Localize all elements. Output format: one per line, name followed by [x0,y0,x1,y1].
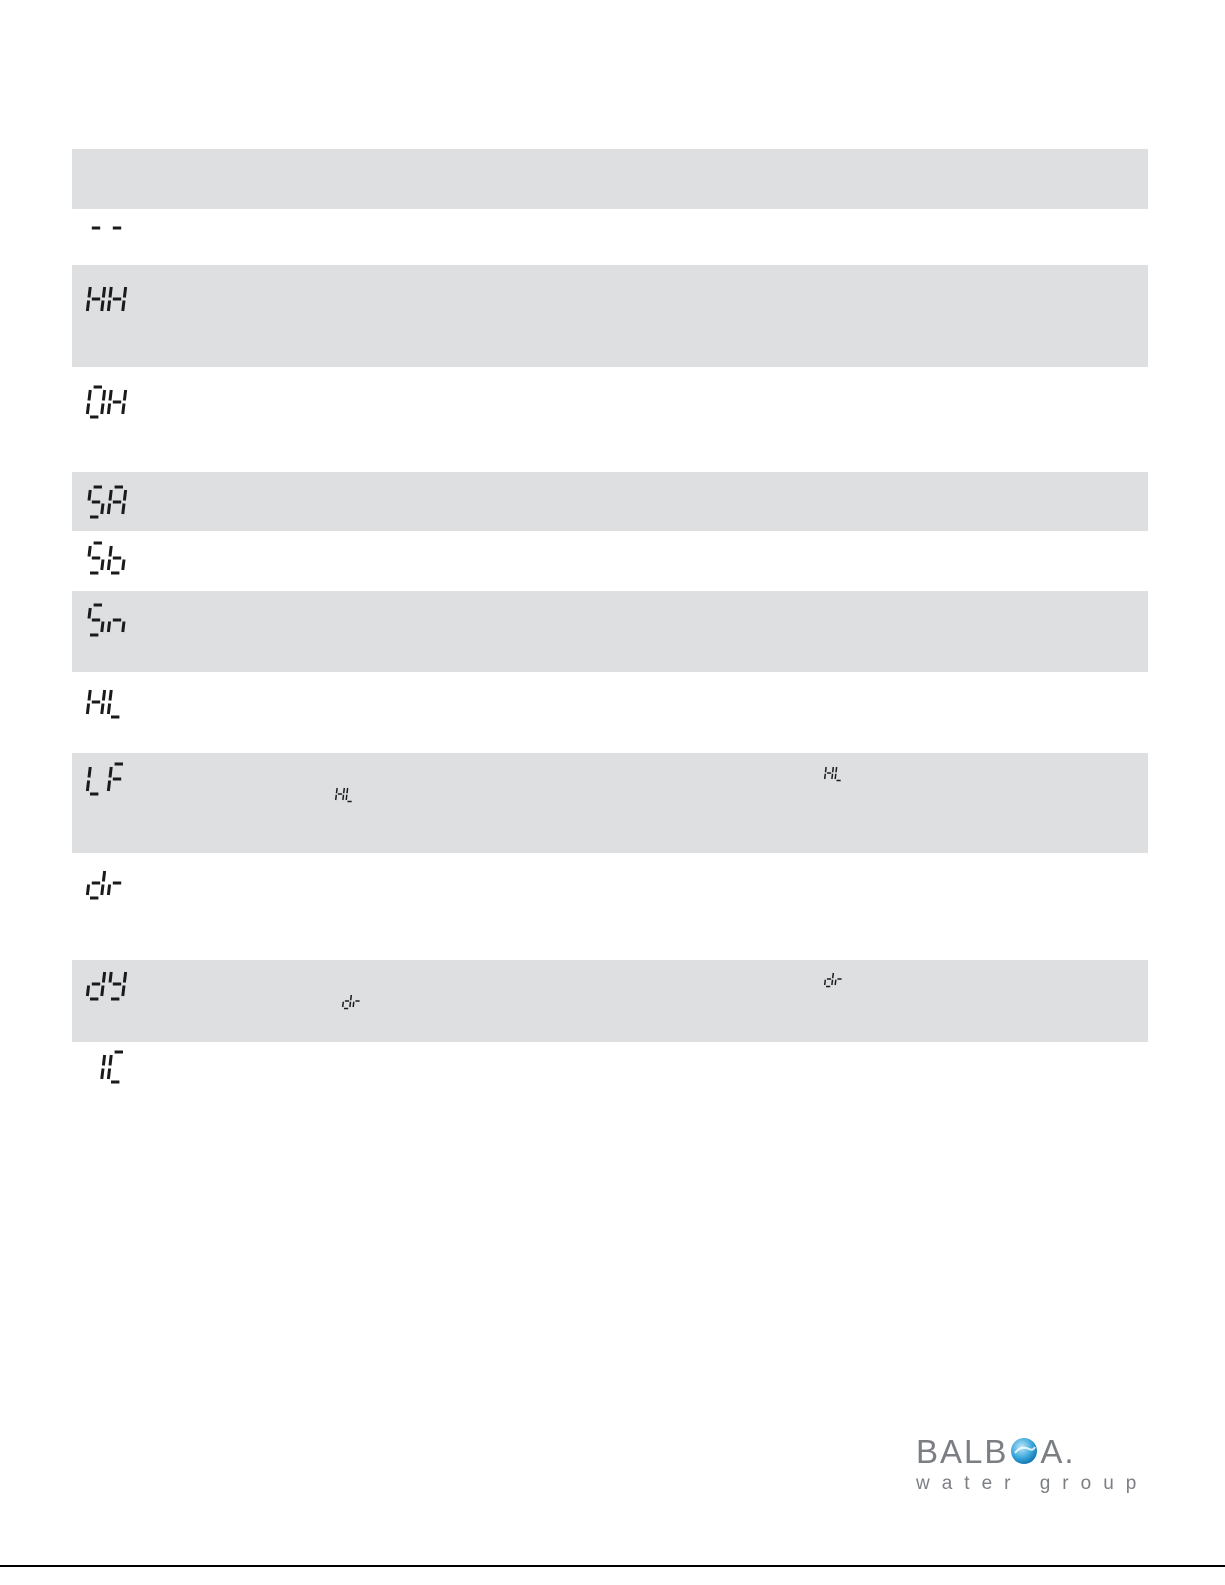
segment-e [835,980,836,985]
segment-c [102,1069,103,1080]
row-band-dy [72,960,1148,1042]
code-sb [84,540,129,576]
inline-code-dr-1 [823,970,846,988]
segment-b [124,490,125,501]
code-dy [84,966,129,1002]
code-oh [84,384,129,420]
segment-e [87,404,88,415]
code-lf [84,761,129,797]
segment-f [825,767,826,772]
segment-e [108,885,109,896]
segment-f [89,767,90,778]
code-hh [84,281,129,317]
segment-b [103,871,104,882]
segment-f [89,390,90,401]
segment-c [123,622,124,633]
segment-f [110,390,111,401]
segment-c [102,404,103,415]
segment-e [108,504,109,515]
segment-e [87,301,88,312]
segment-c [832,774,833,779]
segment-e [87,781,88,792]
row-band-lf [72,753,1148,853]
segment-b [351,995,352,1000]
segment-b [124,287,125,298]
segment-e [108,622,109,633]
segment-c [102,704,103,715]
logo-subtitle: water group [916,1473,1149,1494]
segment-e [825,774,826,779]
segment-f [110,490,111,501]
segment-c [123,504,124,515]
segment-f [110,972,111,983]
segment-e [353,1002,354,1007]
segment-c [102,301,103,312]
segment-f [89,690,90,701]
segment-c [102,560,103,571]
logo-wordmark [916,1430,1076,1474]
segment-e [336,795,337,800]
segment-e [87,704,88,715]
segment-e [108,301,109,312]
code-hl [84,684,129,720]
segment-f [836,767,837,772]
segment-e [108,781,109,792]
segment-c [102,885,103,896]
segment-c [123,986,124,997]
segment-f [89,287,90,298]
segment-c [123,301,124,312]
segment-e [87,885,88,896]
code-sa [84,484,129,520]
segment-e [343,1002,344,1007]
segment-c [102,504,103,515]
inline-code-hl-1 [823,764,846,782]
inline-code-hl-2 [334,785,357,803]
segment-f [89,546,90,557]
segment-b [833,973,834,978]
segment-f [110,690,111,701]
segment-f [110,767,111,778]
segment-f [110,1055,111,1066]
segment-e [108,404,109,415]
row-band-sn [72,591,1148,672]
segment-c [123,560,124,571]
segment-e [825,980,826,985]
segment-f [110,546,111,557]
segment-b [103,1055,104,1066]
segment-f [110,287,111,298]
segment-b [833,767,834,772]
balboa-logo [916,1430,1149,1500]
code-dashes [84,210,129,246]
row-band-sa [72,472,1148,531]
code-ic [84,1049,129,1085]
segment-b [344,788,345,793]
segment-c [832,980,833,985]
segment-f [89,490,90,501]
segment-e [346,795,347,800]
code-sn [84,602,129,638]
segment-c [123,404,124,415]
logo-word-left: BALB [916,1433,1009,1470]
segment-b [103,972,104,983]
water-drop-icon [1009,1433,1039,1463]
header-band [72,149,1148,209]
segment-c [350,1002,351,1007]
code-dr [84,865,129,901]
segment-f [89,608,90,619]
segment-e [108,560,109,571]
segment-b [103,287,104,298]
segment-f [347,788,348,793]
segment-f [336,788,337,793]
segment-c [102,622,103,633]
footer-rule [0,1565,1225,1567]
segment-e [108,1069,109,1080]
segment-b [103,390,104,401]
segment-e [835,774,836,779]
row-band-hh [72,265,1148,367]
segment-c [343,795,344,800]
segment-c [102,986,103,997]
segment-b [124,972,125,983]
logo-word-right: A. [1040,1433,1076,1470]
segment-b [103,690,104,701]
segment-e [87,986,88,997]
segment-e [108,704,109,715]
segment-b [124,390,125,401]
inline-code-dr-2 [341,992,364,1010]
